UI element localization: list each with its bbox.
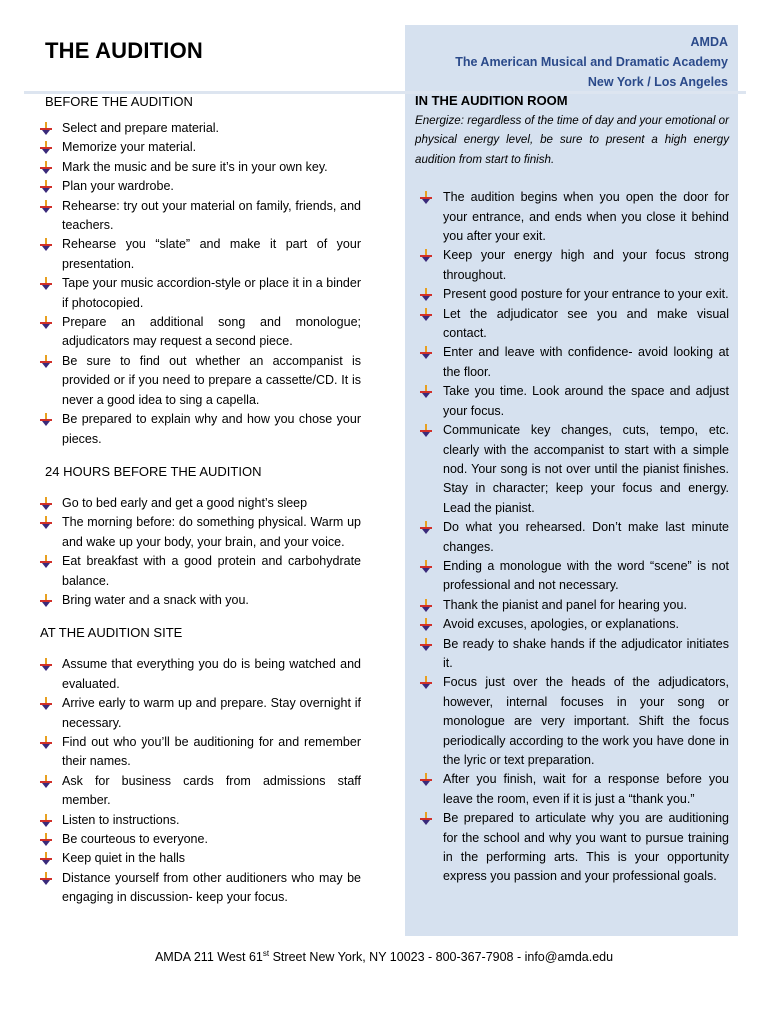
footer-suffix: Street New York, NY 10023 - 800-367-7908 - info@amda.edu	[269, 950, 614, 964]
list-item	[40, 197, 361, 236]
list-item-text: Mark the music and be sure it’s in your own key.	[62, 159, 328, 174]
list-item-text: Avoid excuses, apologies, or explanations.	[443, 617, 680, 632]
list-item	[40, 655, 361, 694]
list-item	[40, 410, 361, 449]
arrow-down-bullet-icon	[420, 560, 432, 573]
arrow-down-bullet-icon	[40, 775, 52, 788]
list-item	[40, 177, 361, 196]
hours-before-list	[40, 494, 361, 610]
list-item	[40, 235, 361, 274]
list-item-text: Focus just over the heads of the adjudicators, however, internal focuses in your song or monologue are very important. Shift the focus periodically according to the work you have done in the lyric or text preparation.	[443, 675, 729, 767]
list-item	[415, 421, 729, 518]
audition-room-list	[415, 188, 729, 887]
right-column	[415, 91, 729, 887]
footer-contact	[0, 950, 768, 964]
list-item-text: Arrive early to warm up and prepare. Stay overnight if necessary.	[62, 696, 361, 730]
list-item-text: Ask for business cards from admissions staff member.	[62, 773, 361, 808]
arrow-down-bullet-icon	[420, 191, 432, 204]
arrow-down-bullet-icon	[40, 141, 52, 154]
list-item-text: Memorize your material.	[62, 140, 197, 155]
arrow-down-bullet-icon	[40, 814, 52, 827]
list-item	[40, 694, 361, 733]
list-item-text: Be ready to shake hands if the adjudicator initiates it.	[443, 636, 729, 670]
list-item-text: Go to bed early and get a good night’s sleep	[62, 495, 308, 510]
arrow-down-bullet-icon	[420, 638, 432, 651]
list-item	[415, 188, 729, 246]
list-item-text: Find out who you’ll be auditioning for and remember their names.	[62, 734, 361, 769]
list-item	[40, 158, 361, 177]
list-item	[40, 552, 361, 591]
arrow-down-bullet-icon	[420, 773, 432, 786]
arrow-down-bullet-icon	[420, 424, 432, 437]
list-item	[40, 313, 361, 352]
org-cities: New York / Los Angeles	[587, 75, 728, 89]
arrow-down-bullet-icon	[420, 521, 432, 534]
arrow-down-bullet-icon	[40, 852, 52, 865]
list-item	[415, 615, 729, 634]
list-item	[415, 343, 729, 382]
list-item	[40, 352, 361, 410]
list-item-text: Keep quiet in the halls	[62, 851, 186, 866]
list-item-text: Rehearse you “slate” and make it part of your presentation.	[62, 237, 361, 271]
arrow-down-bullet-icon	[40, 180, 52, 193]
list-item-text: The audition begins when you open the door for your entrance, and ends when you close it behind you after your exit.	[443, 190, 729, 244]
arrow-down-bullet-icon	[420, 812, 432, 825]
arrow-down-bullet-icon	[420, 599, 432, 612]
list-item-text: Ending a monologue with the word “scene” is not professional and not necessary.	[443, 558, 729, 593]
audition-site-heading: AT THE AUDITION SITE	[40, 625, 183, 641]
list-item	[415, 809, 729, 887]
arrow-down-bullet-icon	[420, 346, 432, 359]
list-item-text: Do what you rehearsed. Don’t make last minute changes.	[443, 520, 729, 554]
footer-sup: st	[262, 948, 270, 958]
list-item-text: Select and prepare material.	[62, 121, 220, 135]
list-item	[40, 513, 361, 552]
arrow-down-bullet-icon	[40, 736, 52, 749]
list-item-text: Distance yourself from other auditioners who may be engaging in discussion- keep your focus.	[62, 870, 361, 905]
list-item-text: Thank the pianist and panel for hearing you.	[443, 597, 687, 612]
left-column	[40, 92, 361, 908]
arrow-down-bullet-icon	[40, 555, 52, 568]
list-item	[40, 772, 361, 811]
page-title: THE AUDITION	[45, 38, 204, 63]
org-abbr: AMDA	[690, 35, 728, 49]
list-item	[40, 830, 361, 849]
list-item	[40, 811, 361, 830]
list-item	[40, 119, 361, 138]
list-item	[415, 770, 729, 809]
list-item-text: Enter and leave with confidence- avoid looking at the floor.	[443, 345, 729, 379]
arrow-down-bullet-icon	[40, 872, 52, 885]
list-item	[415, 635, 729, 674]
list-item	[415, 246, 729, 285]
arrow-down-bullet-icon	[40, 413, 52, 426]
audition-site-list	[40, 655, 361, 907]
arrow-down-bullet-icon	[420, 385, 432, 398]
arrow-down-bullet-icon	[40, 594, 52, 607]
arrow-down-bullet-icon	[40, 697, 52, 710]
list-item	[415, 305, 729, 344]
list-item-text: Eat breakfast with a good protein and carbohydrate balance.	[62, 554, 361, 588]
list-item-text: Tape your music accordion-style or place it in a binder if photocopied.	[62, 276, 361, 310]
list-item	[415, 285, 729, 304]
arrow-down-bullet-icon	[420, 288, 432, 301]
arrow-down-bullet-icon	[420, 249, 432, 262]
arrow-down-bullet-icon	[40, 658, 52, 671]
list-item-text: Listen to instructions.	[62, 812, 180, 827]
arrow-down-bullet-icon	[40, 200, 52, 213]
list-item-text: Be courteous to everyone.	[62, 832, 208, 846]
arrow-down-bullet-icon	[40, 316, 52, 329]
list-item-text: Prepare an additional song and monologue; adjudicators may request a second piece.	[62, 315, 361, 349]
list-item	[40, 733, 361, 772]
energize-intro: Energize: regardless of the time of day and your emotional or physical energy level, be sure to present a high energy audition from start to finish.	[415, 114, 729, 166]
list-item-text: Assume that everything you do is being watched and evaluated.	[62, 657, 361, 691]
list-item-text: Be prepared to articulate why you are auditioning for the school and why you want to pursue training in the performing arts. This is your opportunity express you passion and your professional goals.	[443, 811, 729, 884]
arrow-down-bullet-icon	[40, 122, 52, 135]
list-item-text: Be sure to find out whether an accompanist is provided or if you need to prepare a cassette/CD. It is never a good idea to sing a capella.	[62, 353, 361, 407]
list-item	[40, 274, 361, 313]
list-item-text: The morning before: do something physical. Warm up and wake up your body, your brain, and your voice.	[62, 515, 361, 549]
list-item-text: Take you time. Look around the space and adjust your focus.	[443, 384, 729, 418]
footer-prefix: AMDA 211 West 61	[154, 950, 263, 964]
list-item	[415, 673, 729, 770]
list-item-text: Plan your wardrobe.	[62, 179, 174, 194]
list-item-text: Rehearse: try out your material on family, friends, and teachers.	[62, 198, 361, 233]
arrow-down-bullet-icon	[420, 676, 432, 689]
list-item	[40, 869, 361, 908]
list-item-text: Keep your energy high and your focus strong throughout.	[443, 248, 729, 282]
arrow-down-bullet-icon	[40, 238, 52, 251]
org-name: The American Musical and Dramatic Academy	[455, 55, 728, 69]
list-item	[415, 518, 729, 557]
arrow-down-bullet-icon	[40, 355, 52, 368]
audition-room-heading: IN THE AUDITION ROOM	[415, 93, 568, 108]
list-item-text: Present good posture for your entrance to your exit.	[443, 287, 729, 302]
arrow-down-bullet-icon	[40, 277, 52, 290]
list-item-text: After you finish, wait for a response before you leave the room, even if it is just a “thank you.”	[443, 772, 729, 806]
arrow-down-bullet-icon	[40, 161, 52, 174]
arrow-down-bullet-icon	[420, 308, 432, 321]
arrow-down-bullet-icon	[420, 618, 432, 631]
arrow-down-bullet-icon	[40, 516, 52, 529]
list-item	[415, 596, 729, 615]
org-block	[455, 32, 728, 92]
arrow-down-bullet-icon	[40, 833, 52, 846]
hours-before-heading: 24 HOURS BEFORE THE AUDITION	[45, 463, 262, 479]
list-item-text: Let the adjudicator see you and make visual contact.	[443, 306, 729, 341]
list-item-text: Bring water and a snack with you.	[62, 592, 249, 607]
arrow-down-bullet-icon	[40, 497, 52, 510]
list-item-text: Be prepared to explain why and how you chose your pieces.	[62, 412, 361, 446]
list-item	[40, 138, 361, 157]
list-item	[415, 557, 729, 596]
list-item	[40, 494, 361, 513]
list-item	[40, 591, 361, 610]
before-audition-heading: BEFORE THE AUDITION	[45, 94, 193, 109]
before-audition-list	[40, 119, 361, 449]
list-item	[415, 382, 729, 421]
list-item	[40, 849, 361, 868]
list-item-text: Communicate key changes, cuts, tempo, etc. clearly with the accompanist to start with a simple nod. Your song is not over until the pianist finishes. Stay in character; keep your focus and energy. Lead the pianist.	[443, 423, 729, 515]
